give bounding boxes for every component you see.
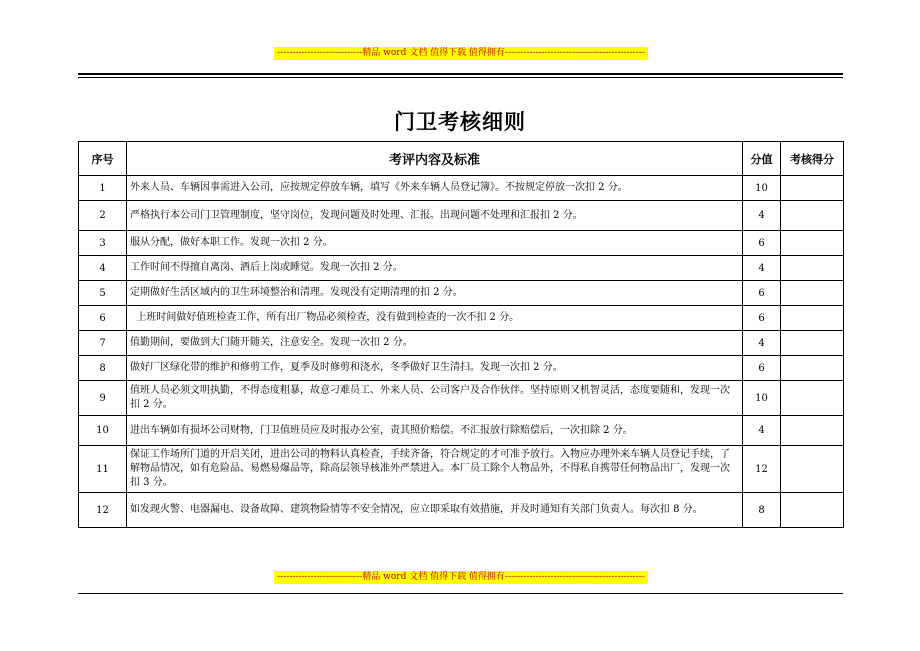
row-number: 9 <box>79 381 127 416</box>
row-content: 严格执行本公司门卫管理制度，坚守岗位，发现问题及时处理、汇报。出现问题不处理和汇报扣 2 分。 <box>127 201 743 231</box>
header-serial: 序号 <box>79 142 127 176</box>
row-grade-cell[interactable] <box>781 306 844 331</box>
header-banner: ----------------------------精品 word 文档 值得下载 值得拥有---------------------------------------------- <box>274 47 648 60</box>
row-score: 10 <box>743 176 781 201</box>
table-row <box>79 331 844 356</box>
table-row <box>79 416 844 446</box>
row-grade-cell[interactable] <box>781 231 844 256</box>
header-rule <box>78 73 843 75</box>
table-row <box>79 446 844 493</box>
row-grade-cell[interactable] <box>781 356 844 381</box>
row-number: 3 <box>79 231 127 256</box>
row-content: 做好厂区绿化带的维护和修剪工作，夏季及时修剪和浇水，冬季做好卫生清扫。发现一次扣 2 分。 <box>127 356 743 381</box>
header-grade: 考核得分 <box>781 142 844 176</box>
row-grade-cell[interactable] <box>781 331 844 356</box>
row-content: 工作时间不得擅自离岗、酒后上岗或睡觉。发现一次扣 2 分。 <box>127 256 743 281</box>
row-content: 进出车辆如有损坏公司财物，门卫值班员应及时报办公室，责其照价赔偿。不汇报放行除赔偿后，一次扣除 2 分。 <box>127 416 743 446</box>
header-rule-thin <box>78 77 843 78</box>
row-content: 定期做好生活区域内的卫生环境整治和清理。发现没有定期清理的扣 2 分。 <box>127 281 743 306</box>
row-number: 8 <box>79 356 127 381</box>
row-score: 6 <box>743 356 781 381</box>
row-score: 10 <box>743 381 781 416</box>
row-grade-cell[interactable] <box>781 416 844 446</box>
table-row <box>79 381 844 416</box>
table-row <box>79 281 844 306</box>
row-content: 外来人员、车辆因事需进入公司，应按规定停放车辆，填写《外来车辆人员登记簿》。不按规定停放一次扣 2 分。 <box>127 176 743 201</box>
row-grade-cell[interactable] <box>781 176 844 201</box>
row-score: 8 <box>743 493 781 528</box>
table-row <box>79 201 844 231</box>
header-score: 分值 <box>743 142 781 176</box>
row-number: 6 <box>79 306 127 331</box>
row-score: 4 <box>743 201 781 231</box>
row-content: 保证工作场所门道的开启关闭，进出公司的物料认真检查，手续齐备，符合规定的才可准予放行。入物应办理外来车辆人员登记手续，了解物品情况，如有危险品、易燃易爆品等，除高层领导核准外严禁进入。本厂员工除个人物品外，不得私自携带任何物品出厂，发现一次扣 3 分。 <box>127 446 743 493</box>
row-grade-cell[interactable] <box>781 256 844 281</box>
row-grade-cell[interactable] <box>781 381 844 416</box>
row-grade-cell[interactable] <box>781 281 844 306</box>
row-number: 4 <box>79 256 127 281</box>
table-row <box>79 176 844 201</box>
row-number: 11 <box>79 446 127 493</box>
row-content: 上班时间做好值班检查工作，所有出厂物品必须检查，没有做到检查的一次不扣 2 分。 <box>127 306 743 331</box>
assessment-table <box>78 141 844 528</box>
row-grade-cell[interactable] <box>781 446 844 493</box>
table-header-row <box>79 142 844 176</box>
row-content: 服从分配，做好本职工作。发现一次扣 2 分。 <box>127 231 743 256</box>
row-grade-cell[interactable] <box>781 201 844 231</box>
row-content: 值班人员必须文明执勤，不得态度粗暴，故意刁难员工、外来人员、公司客户及合作伙伴。坚持原则又机智灵活，态度要随和，发现一次扣 2 分。 <box>127 381 743 416</box>
row-score: 4 <box>743 331 781 356</box>
row-score: 6 <box>743 231 781 256</box>
row-score: 6 <box>743 306 781 331</box>
table-row <box>79 493 844 528</box>
row-number: 2 <box>79 201 127 231</box>
row-number: 1 <box>79 176 127 201</box>
row-score: 12 <box>743 446 781 493</box>
row-number: 7 <box>79 331 127 356</box>
row-number: 5 <box>79 281 127 306</box>
page-title: 门卫考核细则 <box>394 110 526 134</box>
table-row <box>79 231 844 256</box>
footer-rule <box>78 593 843 594</box>
table-row <box>79 306 844 331</box>
row-number: 12 <box>79 493 127 528</box>
row-score: 4 <box>743 416 781 446</box>
table-row <box>79 256 844 281</box>
row-score: 6 <box>743 281 781 306</box>
row-score: 4 <box>743 256 781 281</box>
row-grade-cell[interactable] <box>781 493 844 528</box>
row-content: 值勤期间，要做到大门随开随关，注意安全。发现一次扣 2 分。 <box>127 331 743 356</box>
table-row <box>79 356 844 381</box>
row-content: 如发现火警、电器漏电、设备故障、建筑物险情等不安全情况，应立即采取有效措施，并及时通知有关部门负责人。每次扣 8 分。 <box>127 493 743 528</box>
row-number: 10 <box>79 416 127 446</box>
footer-banner: ----------------------------精品 word 文档 值得下载 值得拥有---------------------------------------------- <box>274 571 648 584</box>
header-content: 考评内容及标准 <box>127 142 743 176</box>
